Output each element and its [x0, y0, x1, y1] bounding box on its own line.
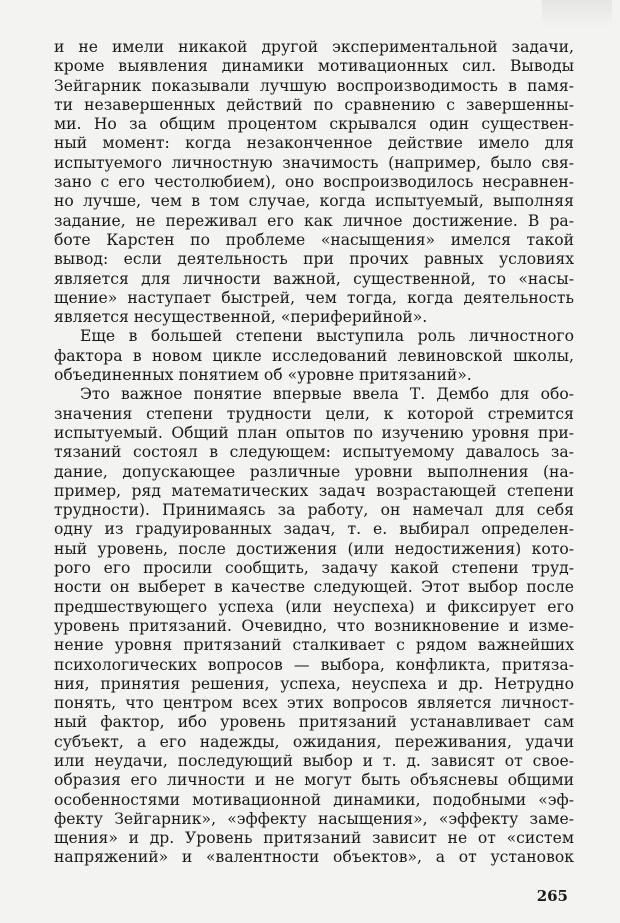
text-line: кроме выявления динамики мотивационных сил. Выводы — [54, 57, 574, 76]
text-line: Это важное понятие впервые ввела Т. Дембо для обо- — [80, 385, 574, 404]
body-text — [54, 38, 574, 868]
text-line: ный уровень, после достижения (или недостижения) кото- — [54, 539, 574, 558]
text-line: ти незавершенных действий по сравнению с завершенны- — [54, 95, 574, 114]
text-line: пример, ряд математических задач возрастающей степени — [54, 481, 574, 500]
text-line: понять, что центром всех этих вопросов является личност- — [54, 694, 574, 713]
text-line: но лучше, чем в том случае, когда испытуемый, выполняя — [54, 192, 574, 211]
text-line: дание, допускающее различные уровни выполнения (на- — [54, 462, 574, 481]
text-line: является несущественной, «периферийной». — [54, 308, 428, 327]
text-line: и не имели никакой другой экспериментальной задачи, — [54, 38, 574, 56]
text-line: зано с его честолюбием), оно воспроизводилось несравнен- — [54, 173, 574, 192]
text-line: значения степени трудности цели, к которой стремится — [54, 404, 574, 423]
text-line: вывод: если деятельность при прочих равных условиях — [54, 250, 574, 269]
scan-smudge — [542, 0, 612, 28]
paragraph-3 — [54, 385, 574, 867]
text-line: субъект, а его надежды, ожидания, переживания, удачи — [54, 732, 574, 751]
text-line: задание, не переживал его как личное достижение. В ра- — [54, 211, 574, 230]
text-line: Зейгарник показывали лучшую воспроизводимость в памя- — [54, 76, 574, 95]
text-line: щения» и др. Уровень притязаний зависит не от «систем — [54, 829, 574, 848]
text-line: напряжений» и «валентности объектов», а от установок — [54, 848, 574, 867]
text-line: объединенных понятием об «уровне притязаний». — [54, 366, 472, 385]
text-line: одну из градуированных задач, т. е. выбирал определен- — [54, 520, 574, 539]
text-line: ный фактор, ибо уровень притязаний устанавливает сам — [54, 713, 574, 732]
text-line: ный момент: когда незаконченное действие имело для — [54, 134, 574, 153]
paragraph-2 — [54, 327, 574, 385]
page-number: 265 — [536, 887, 568, 905]
text-line: ности он выберет в качестве следующей. Этот выбор после — [54, 578, 574, 597]
text-line: предшествующего успеха (или неуспеха) и фиксирует его — [54, 597, 574, 616]
text-line: трудности). Принимаясь за работу, он намечал для себя — [54, 501, 574, 520]
text-line: щение» наступает быстрей, чем тогда, когда деятельность — [54, 288, 574, 307]
text-line: особенностями мотивационной динамики, подобными «эф- — [54, 790, 574, 809]
text-line: психологических вопросов — выбора, конфликта, притяза- — [54, 655, 574, 674]
text-line: боте Карстен по проблеме «насыщения» имелся такой — [54, 230, 574, 249]
text-line: является для личности важной, существенной, то «насы- — [54, 269, 574, 288]
text-line: фактора в новом цикле исследований левиновской школы, — [54, 346, 574, 365]
text-line: испытуемого личностную значимость (например, было свя- — [54, 153, 574, 172]
paragraph-1 — [54, 38, 574, 327]
text-line: нение уровня притязаний сталкивает с рядом важнейших — [54, 636, 574, 655]
text-line: или неудачи, последующий выбор и т. д. зависят от свое- — [54, 751, 574, 770]
text-line: испытуемый. Общий план опытов по изучению уровня при- — [54, 423, 574, 442]
text-line: ния, принятия решения, успеха, неуспеха и др. Нетрудно — [54, 674, 574, 693]
text-line: уровень притязаний. Очевидно, что возникновение и изме- — [54, 616, 574, 635]
text-line: ми. Но за общим процентом скрывался один существен- — [54, 115, 574, 134]
text-line: образия его личности и не могут быть объясневы общими — [54, 771, 574, 790]
text-line: фекту Зейгарник», «эффекту насыщения», «эффекту заме- — [54, 809, 574, 828]
text-line: тязаний состоял в следующем: испытуемому давалось за- — [54, 443, 574, 462]
text-line: рого его просили сообщить, задачу какой степени труд- — [54, 559, 574, 578]
text-line: Еще в большей степени выступила роль личностного — [80, 327, 574, 346]
